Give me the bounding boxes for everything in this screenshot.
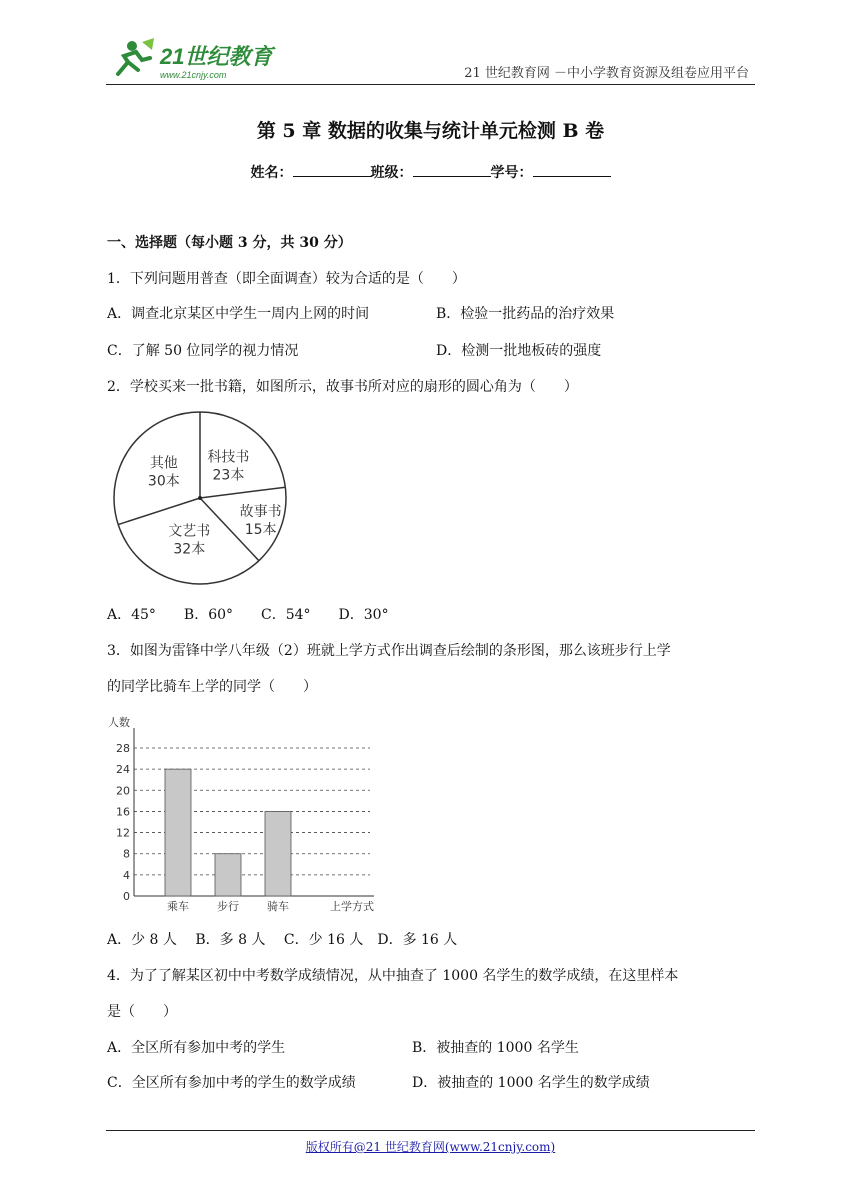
page-title: 第 5 章 数据的收集与统计单元检测 B 卷 <box>256 120 605 142</box>
footer-copyright-link[interactable]: 版权所有@21 世纪教育网(www.21cnjy.com) <box>305 1140 556 1154</box>
x-tick-label: 乘车 <box>167 900 189 913</box>
pie-slice-value: 15本 <box>244 521 277 538</box>
pie-slice-label: 其他 <box>149 455 178 472</box>
pie-slice-value: 23本 <box>212 467 245 484</box>
q2-stem: 2．学校买来一批书籍，如图所示，故事书所对应的扇形的圆心角为（ ） <box>107 379 578 395</box>
bar <box>265 811 291 896</box>
y-tick-label: 0 <box>123 890 130 903</box>
pie-slice-edge <box>200 487 285 498</box>
x-axis-label: 上学方式 <box>330 900 374 913</box>
q1-option-c: C．了解 50 位同学的视力情况 <box>107 343 299 359</box>
q1-option-b: B．检验一批药品的治疗效果 <box>436 306 615 322</box>
class-label: 班级： <box>370 165 413 181</box>
y-tick-label: 20 <box>116 784 130 798</box>
y-axis-label: 人数 <box>108 716 130 729</box>
q3-stem-line2: 的同学比骑车上学的同学（ ） <box>107 679 317 695</box>
y-tick-label: 12 <box>116 826 130 840</box>
class-blank <box>413 162 491 177</box>
q2-options: A．45° B．60° C．54° D．30° <box>107 607 389 623</box>
y-tick-label: 28 <box>116 742 130 755</box>
name-label: 姓名： <box>250 165 293 181</box>
section-heading: 一、选择题（每小题 3 分，共 30 分） <box>107 235 352 251</box>
site-logo <box>108 34 288 82</box>
y-tick-label: 4 <box>123 868 130 882</box>
q3-options: A．少 8 人 B．多 8 人 C．少 16 人 D．多 16 人 <box>107 932 458 948</box>
pie-chart <box>108 408 298 592</box>
q1-option-d: D．检测一批地板砖的强度 <box>436 343 602 359</box>
pie-slice-value: 32本 <box>173 541 206 558</box>
runner-icon <box>118 38 154 74</box>
id-label: 学号： <box>490 165 533 181</box>
q4-stem-line2: 是（ ） <box>107 1004 177 1020</box>
x-tick-label: 骑车 <box>267 900 289 913</box>
pie-slice-edge <box>118 498 200 525</box>
pie-slice-label: 文艺书 <box>168 523 211 540</box>
q4-option-c: C．全区所有参加中考的学生的数学成绩 <box>107 1075 356 1091</box>
y-tick-label: 24 <box>116 763 130 777</box>
x-tick-label: 步行 <box>217 900 239 913</box>
q1-stem: 1．下列问题用普查（即全面调查）较为合适的是（ ） <box>107 271 466 287</box>
name-blank <box>293 162 371 177</box>
y-tick-label: 16 <box>116 805 130 819</box>
q4-option-d: D．被抽查的 1000 名学生的数学成绩 <box>412 1075 650 1091</box>
student-info-row <box>0 162 861 182</box>
pie-center-dot <box>198 496 202 500</box>
y-tick-label: 8 <box>123 847 130 861</box>
header-divider <box>106 84 755 85</box>
pie-slice-value: 30本 <box>147 473 180 490</box>
bar <box>215 854 241 896</box>
q3-stem-line1: 3．如图为雷锋中学八年级（2）班就上学方式作出调查后绘制的条形图，那么该班步行上学 <box>107 643 671 659</box>
logo-text: 21世纪教育 <box>160 44 273 69</box>
header-site-name: 21 世纪教育网 －中小学教育资源及组卷应用平台 <box>464 66 749 81</box>
q4-stem-line1: 4．为了了解某区初中中考数学成绩情况，从中抽查了 1000 名学生的数学成绩，在这里样本 <box>107 968 679 984</box>
logo-url: www.21cnjy.com <box>160 70 227 80</box>
id-blank <box>533 162 611 177</box>
q4-option-b: B．被抽查的 1000 名学生 <box>412 1040 579 1056</box>
q4-option-a: A．全区所有参加中考的学生 <box>107 1040 286 1056</box>
q1-option-a: A．调查北京某区中学生一周内上网的时间 <box>107 306 370 322</box>
bar-chart <box>104 710 384 924</box>
footer-divider <box>106 1130 755 1131</box>
bar <box>165 769 191 896</box>
pie-slice-label: 科技书 <box>207 449 250 466</box>
pie-slice-label: 故事书 <box>239 503 282 520</box>
